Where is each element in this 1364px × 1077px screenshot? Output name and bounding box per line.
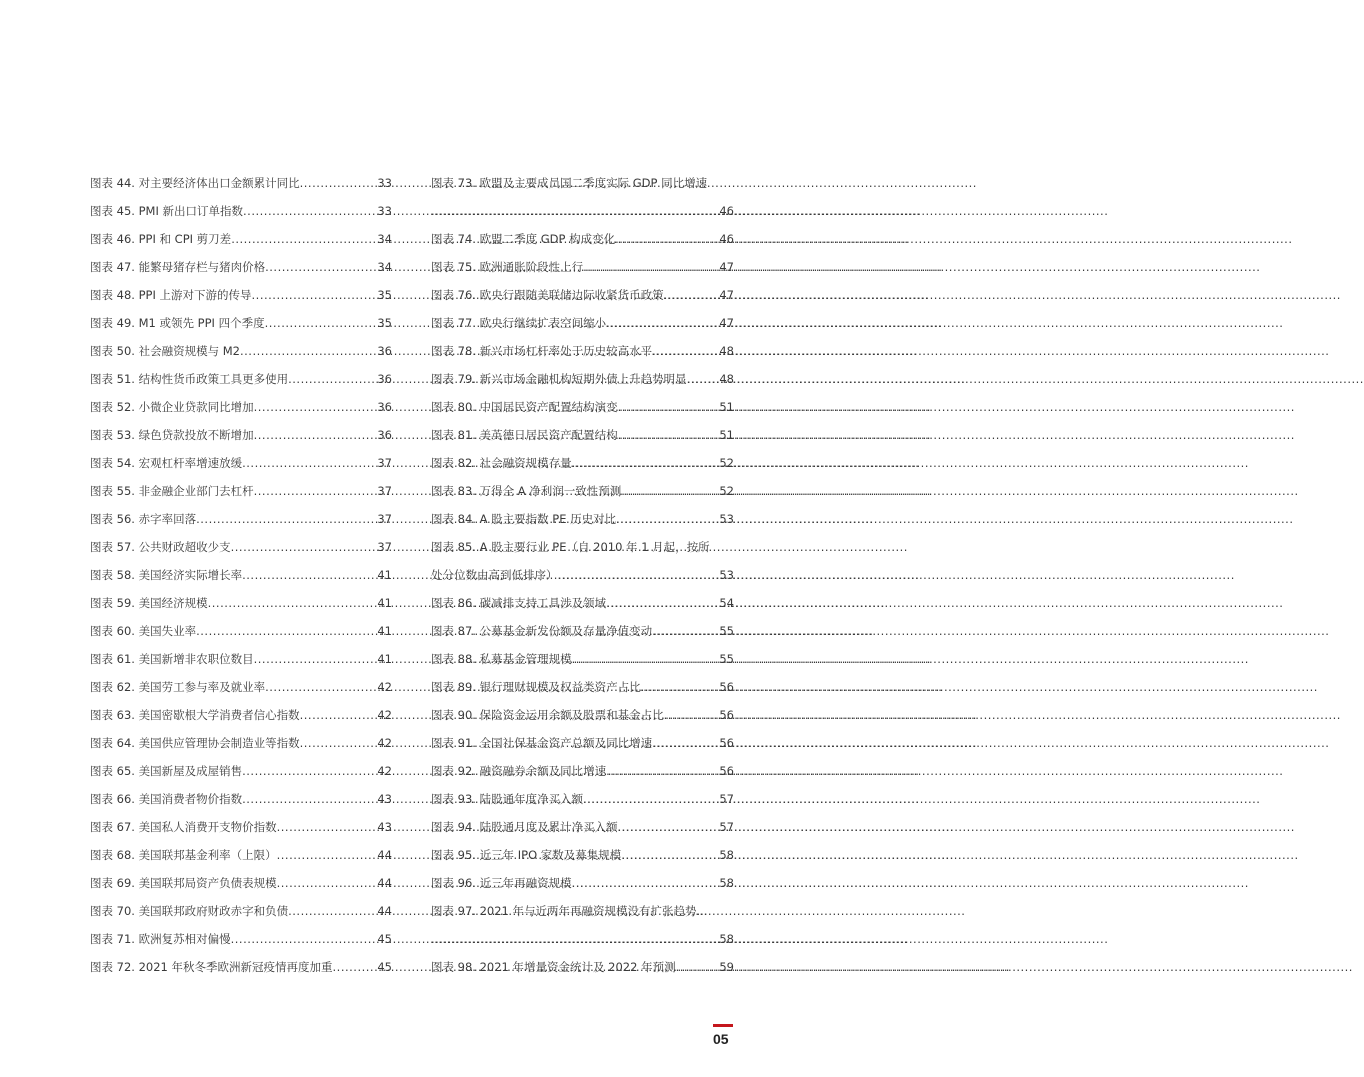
toc-entry-title: 图表 50. 社会融资规模与 M2	[90, 344, 240, 358]
toc-entry-title: 图表 71. 欧洲复苏相对偏慢	[90, 932, 231, 946]
toc-entry-title: 图表 60. 美国失业率	[90, 624, 197, 638]
toc-entry[interactable]	[431, 337, 734, 365]
toc-entry[interactable]	[90, 337, 392, 365]
toc-entry-title: 图表 69. 美国联邦局资产负债表规模	[90, 876, 277, 890]
toc-entry[interactable]	[431, 785, 734, 813]
toc-entry-title: 图表 80. 中国居民资产配置结构演变	[431, 400, 618, 414]
toc-entry-title: 图表 48. PPI 上游对下游的传导	[90, 288, 252, 302]
toc-leader-dots	[431, 197, 719, 225]
toc-right-column	[431, 169, 734, 981]
toc-entry-title: 图表 51. 结构性货币政策工具更多使用	[90, 372, 289, 386]
toc-leader-dots	[431, 925, 719, 953]
toc-entry[interactable]	[431, 617, 734, 645]
toc-entry-title: 图表 59. 美国经济规模	[90, 596, 208, 610]
toc-entry-title: 图表 72. 2021 年秋冬季欧洲新冠疫情再度加重	[90, 960, 333, 974]
toc-leader-dots	[231, 533, 378, 561]
toc-entry-page: 52	[719, 456, 734, 470]
toc-left-column	[90, 169, 392, 981]
toc-leader-dots	[231, 225, 377, 253]
toc-entry-title: 图表 74. 欧盟二季度 GDP 构成变化	[431, 232, 616, 246]
toc-entry-title: 图表 57. 公共财政超收少支	[90, 540, 231, 554]
toc-entry-page: 41	[377, 568, 392, 582]
toc-leader-dots	[231, 925, 378, 953]
toc-leader-dots	[572, 645, 720, 673]
toc-leader-dots	[242, 785, 377, 813]
toc-leader-dots	[652, 729, 719, 757]
toc-entry[interactable]	[90, 309, 392, 337]
page-number: 05	[713, 1031, 729, 1047]
toc-entry[interactable]	[90, 869, 392, 897]
toc-entry-page: 52	[719, 484, 734, 498]
footer-accent-bar	[713, 1024, 733, 1027]
toc-entry[interactable]	[90, 757, 392, 785]
toc-entry[interactable]	[90, 729, 392, 757]
toc-leader-dots	[300, 701, 378, 729]
toc-leader-dots	[618, 421, 720, 449]
toc-entry-page: 55	[719, 652, 734, 666]
toc-leader-dots	[687, 365, 720, 393]
toc-entry-page: 47	[719, 260, 734, 274]
toc-entry-page: 45	[377, 932, 392, 946]
toc-entry[interactable]	[90, 449, 392, 477]
toc-entry[interactable]	[431, 393, 734, 421]
toc-entry[interactable]	[431, 253, 734, 281]
toc-entry[interactable]	[431, 813, 734, 841]
toc-leader-dots	[615, 225, 719, 253]
toc-leader-dots	[606, 757, 719, 785]
toc-leader-dots	[254, 421, 378, 449]
toc-entry[interactable]	[431, 449, 734, 477]
toc-entry[interactable]	[90, 365, 392, 393]
toc-entry-title: 图表 68. 美国联邦基金利率（上限）	[90, 848, 277, 862]
toc-entry[interactable]	[90, 897, 392, 925]
toc-entry[interactable]	[431, 841, 734, 869]
toc-leader-dots	[277, 869, 378, 897]
toc-leader-dots	[606, 589, 719, 617]
toc-entry[interactable]	[431, 477, 734, 505]
toc-entry[interactable]	[431, 757, 734, 785]
toc-entry-page: 56	[719, 736, 734, 750]
toc-entry-page: 33	[377, 204, 392, 218]
toc-entry[interactable]	[431, 505, 734, 533]
toc-leader-dots	[265, 673, 377, 701]
toc-leader-dots	[240, 337, 377, 365]
toc-entry-title: 图表 89. 银行理财规模及权益类资产占比	[431, 680, 641, 694]
toc-leader-dots	[242, 757, 377, 785]
toc-entry-page: 37	[377, 540, 392, 554]
toc-entry-page: 53	[719, 512, 734, 526]
toc-entry-page: 45	[377, 960, 392, 974]
toc-entry[interactable]	[431, 281, 734, 309]
toc-leader-dots	[641, 673, 720, 701]
toc-leader-dots	[196, 617, 377, 645]
toc-entry-title: 图表 65. 美国新屋及成屋销售	[90, 764, 243, 778]
toc-entry-title: 图表 85. A 股主要行业 PE（自 2010 年 1 月起，按所	[431, 540, 710, 554]
toc-leader-dots	[621, 477, 719, 505]
toc-entry-title: 图表 75. 欧洲通胀阶段性上行	[431, 260, 584, 274]
toc-entry-title: 图表 63. 美国密歇根大学消费者信心指数	[90, 708, 300, 722]
toc-entry-title: 图表 61. 美国新增非农职位数目	[90, 652, 254, 666]
toc-entry-title: 图表 52. 小微企业贷款同比增加	[90, 400, 254, 414]
toc-entry[interactable]	[90, 197, 392, 225]
toc-leader-dots	[242, 449, 377, 477]
toc-entry[interactable]	[90, 533, 392, 561]
toc-entry[interactable]	[90, 953, 392, 981]
toc-leader-dots	[572, 869, 720, 897]
toc-entry-title: 图表 73. 欧盟及主要成员国二季度实际 GDP 同比增速	[431, 176, 708, 190]
toc-entry-page: 42	[377, 764, 392, 778]
toc-entry[interactable]	[90, 673, 392, 701]
toc-leader-dots	[265, 309, 378, 337]
toc-leader-dots	[254, 393, 378, 421]
toc-leader-dots	[288, 365, 377, 393]
toc-entry-page: 34	[377, 260, 392, 274]
toc-leader-dots	[664, 281, 720, 309]
toc-entry-title: 图表 44. 对主要经济体出口金额累计同比	[90, 176, 300, 190]
toc-entry[interactable]	[90, 505, 392, 533]
toc-leader-dots	[208, 589, 378, 617]
toc-entry-page: 55	[719, 624, 734, 638]
toc-leader-dots	[243, 197, 377, 225]
toc-entry-title: 图表 47. 能繁母猪存栏与猪肉价格	[90, 260, 266, 274]
toc-entry[interactable]	[90, 169, 392, 197]
toc-entry-page: 41	[377, 624, 392, 638]
toc-leader-dots	[277, 841, 378, 869]
toc-entry[interactable]	[90, 925, 392, 953]
toc-leader-dots	[252, 281, 378, 309]
toc-leader-dots	[652, 617, 719, 645]
toc-leader-dots	[300, 169, 378, 197]
toc-entry-title: 图表 91. 全国社保基金资产总额及同比增速	[431, 736, 653, 750]
toc-entry[interactable]	[431, 225, 734, 253]
toc-entry-title: 图表 66. 美国消费者物价指数	[90, 792, 243, 806]
toc-entry-page: 36	[377, 400, 392, 414]
toc-entry-title: 图表 98. 2021 年增量资金统计及 2022 年预测	[431, 960, 676, 974]
toc-entry-title: 图表 94. 陆股通月度及累计净买入额	[431, 820, 618, 834]
toc-entry-page: 35	[377, 316, 392, 330]
toc-entry-title: 图表 82. 社会融资规模存量	[431, 456, 572, 470]
toc-entry-title: 图表 64. 美国供应管理协会制造业等指数	[90, 736, 300, 750]
toc-entry-page: 48	[719, 344, 734, 358]
toc-entry[interactable]	[90, 617, 392, 645]
toc-entry-page: 33	[377, 176, 392, 190]
toc-entry-page: 34	[377, 232, 392, 246]
toc-entry-title: 图表 78. 新兴市场杠杆率处于历史较高水平	[431, 344, 653, 358]
toc-entry-page: 43	[377, 792, 392, 806]
toc-entry-title: 图表 84. A 股主要指数 PE 历史对比	[431, 512, 617, 526]
toc-entry-page: 56	[719, 680, 734, 694]
toc-entry-title: 图表 96. 近三年再融资规模	[431, 876, 572, 890]
toc-leader-dots	[618, 813, 720, 841]
toc-leader-dots	[300, 729, 378, 757]
toc-entry-title: 图表 58. 美国经济实际增长率	[90, 568, 243, 582]
toc-entry-title: 图表 92. 融资融券余额及同比增速	[431, 764, 607, 778]
toc-entry-page: 57	[719, 792, 734, 806]
toc-leader-dots	[583, 253, 719, 281]
toc-entry-title: 图表 88. 私募基金管理规模	[431, 652, 572, 666]
toc-entry-page: 54	[719, 596, 734, 610]
toc-entry-page: 58	[719, 876, 734, 890]
toc-leader-dots	[583, 785, 719, 813]
toc-entry[interactable]	[90, 813, 392, 841]
toc-entry[interactable]	[431, 953, 734, 981]
toc-entry-title: 图表 76. 欧央行跟随美联储边际收紧货币政策	[431, 288, 664, 302]
toc-entry-title: 图表 97. 2021 年与近两年再融资规模没有扩张趋势...	[431, 904, 708, 918]
toc-leader-dots	[616, 505, 719, 533]
toc-entry-page: 46	[719, 204, 734, 218]
toc-entry-title: 图表 54. 宏观杠杆率增速放缓	[90, 456, 243, 470]
toc-entry-page: 37	[377, 512, 392, 526]
toc-entry[interactable]	[431, 365, 734, 393]
toc-entry[interactable]	[90, 785, 392, 813]
toc-entry-page: 36	[377, 372, 392, 386]
toc-entry[interactable]	[431, 701, 734, 729]
toc-leader-dots	[572, 449, 720, 477]
toc-entry-title: 图表 62. 美国劳工参与率及就业率	[90, 680, 266, 694]
toc-entry-page: 58	[719, 932, 734, 946]
toc-entry-page: 36	[377, 428, 392, 442]
toc-entry-title: 图表 56. 赤字率回落	[90, 512, 197, 526]
toc-entry[interactable]	[431, 869, 734, 897]
toc-entry-title: 图表 45. PMI 新出口订单指数	[90, 204, 244, 218]
toc-entry-page: 42	[377, 680, 392, 694]
toc-entry-page: 59	[719, 960, 734, 974]
toc-entry-title: 图表 95. 近三年 IPO 家数及募集规模	[431, 848, 622, 862]
toc-leader-dots	[196, 505, 377, 533]
toc-entry[interactable]	[431, 421, 734, 449]
toc-entry-page: 44	[377, 876, 392, 890]
toc-entry-page: 47	[719, 316, 734, 330]
toc-leader-dots	[254, 477, 378, 505]
toc-entry-page: 42	[377, 736, 392, 750]
toc-entry-title: 图表 77. 欧央行继续扩表空间缩小	[431, 316, 607, 330]
toc-entry-page: 58	[719, 848, 734, 862]
toc-entry[interactable]	[431, 197, 734, 225]
toc-entry-page: 37	[377, 456, 392, 470]
toc-entry-page: 46	[719, 232, 734, 246]
toc-entry-title: 图表 49. M1 或领先 PPI 四个季度	[90, 316, 265, 330]
toc-entry[interactable]	[431, 925, 734, 953]
toc-leader-dots	[676, 953, 720, 981]
toc-entry-page: 56	[719, 708, 734, 722]
toc-entry[interactable]	[431, 309, 734, 337]
toc-entry-page: 56	[719, 764, 734, 778]
toc-entry[interactable]	[431, 533, 734, 561]
toc-leader-dots	[277, 813, 378, 841]
toc-entry-title: 图表 83. 万得全 A 净利润一致性预测	[431, 484, 622, 498]
toc-entry-title: 图表 81. 美英德日居民资产配置结构	[431, 428, 618, 442]
toc-entry-page: 42	[377, 708, 392, 722]
toc-entry[interactable]	[431, 673, 734, 701]
toc-entry-title: 图表 67. 美国私人消费开支物价指数	[90, 820, 277, 834]
toc-entry[interactable]	[90, 561, 392, 589]
toc-entry[interactable]	[431, 645, 734, 673]
toc-entry[interactable]	[90, 253, 392, 281]
toc-entry[interactable]	[90, 225, 392, 253]
toc-entry-title: 图表 86. 碳减排支持工具涉及领域	[431, 596, 607, 610]
toc-leader-dots	[606, 309, 719, 337]
toc-leader-dots	[664, 701, 720, 729]
toc-leader-dots	[242, 561, 377, 589]
toc-entry-title: 图表 93. 陆股通年度净买入额	[431, 792, 584, 806]
toc-leader-dots	[558, 561, 720, 589]
toc-entry-title: 图表 90. 保险资金运用余额及股票和基金占比	[431, 708, 664, 722]
toc-entry-page: 43	[377, 820, 392, 834]
toc-leader-dots	[254, 645, 378, 673]
toc-entry-title: 图表 87. 公募基金新发份额及存量净值变动	[431, 624, 653, 638]
toc-entry-page: 53	[719, 568, 734, 582]
toc-entry-page: 51	[719, 428, 734, 442]
toc-entry[interactable]	[90, 841, 392, 869]
toc-leader-dots	[265, 253, 377, 281]
toc-entry-page: 41	[377, 596, 392, 610]
toc-entry-title: 处分位数由高到低排序）	[431, 568, 558, 582]
toc-entry-page: 51	[719, 400, 734, 414]
toc-entry[interactable]	[90, 645, 392, 673]
toc-entry-page: 48	[719, 372, 734, 386]
toc-leader-dots	[288, 897, 377, 925]
toc-entry-page: 47	[719, 288, 734, 302]
toc-entry[interactable]	[90, 393, 392, 421]
toc-entry[interactable]	[431, 561, 734, 589]
toc-entry-page: 35	[377, 288, 392, 302]
toc-leader-dots	[333, 953, 378, 981]
toc-entry-title: 图表 46. PPI 和 CPI 剪刀差	[90, 232, 232, 246]
toc-entry[interactable]	[90, 589, 392, 617]
toc-entry[interactable]	[90, 701, 392, 729]
toc-leader-dots	[652, 337, 719, 365]
toc-entry[interactable]	[90, 477, 392, 505]
toc-entry-page: 37	[377, 484, 392, 498]
toc-entry-page: 41	[377, 652, 392, 666]
toc-entry-page: 57	[719, 820, 734, 834]
toc-entry-page: 44	[377, 904, 392, 918]
toc-entry-title: 图表 79. 新兴市场金融机构短期外债上升趋势明显	[431, 372, 687, 386]
toc-entry[interactable]	[90, 281, 392, 309]
toc-entry-title: 图表 55. 非金融企业部门去杠杆	[90, 484, 254, 498]
toc-entry[interactable]	[431, 729, 734, 757]
toc-leader-dots	[618, 393, 720, 421]
toc-entry-title: 图表 70. 美国联邦政府财政赤字和负债	[90, 904, 289, 918]
toc-entry[interactable]	[431, 169, 734, 197]
toc-entry[interactable]	[90, 421, 392, 449]
toc-leader-dots	[621, 841, 719, 869]
toc-entry[interactable]	[431, 589, 734, 617]
toc-entry-page: 36	[377, 344, 392, 358]
toc-entry-page: 44	[377, 848, 392, 862]
toc-entry-title: 图表 53. 绿色贷款投放不断增加	[90, 428, 254, 442]
toc-entry[interactable]	[431, 897, 734, 925]
